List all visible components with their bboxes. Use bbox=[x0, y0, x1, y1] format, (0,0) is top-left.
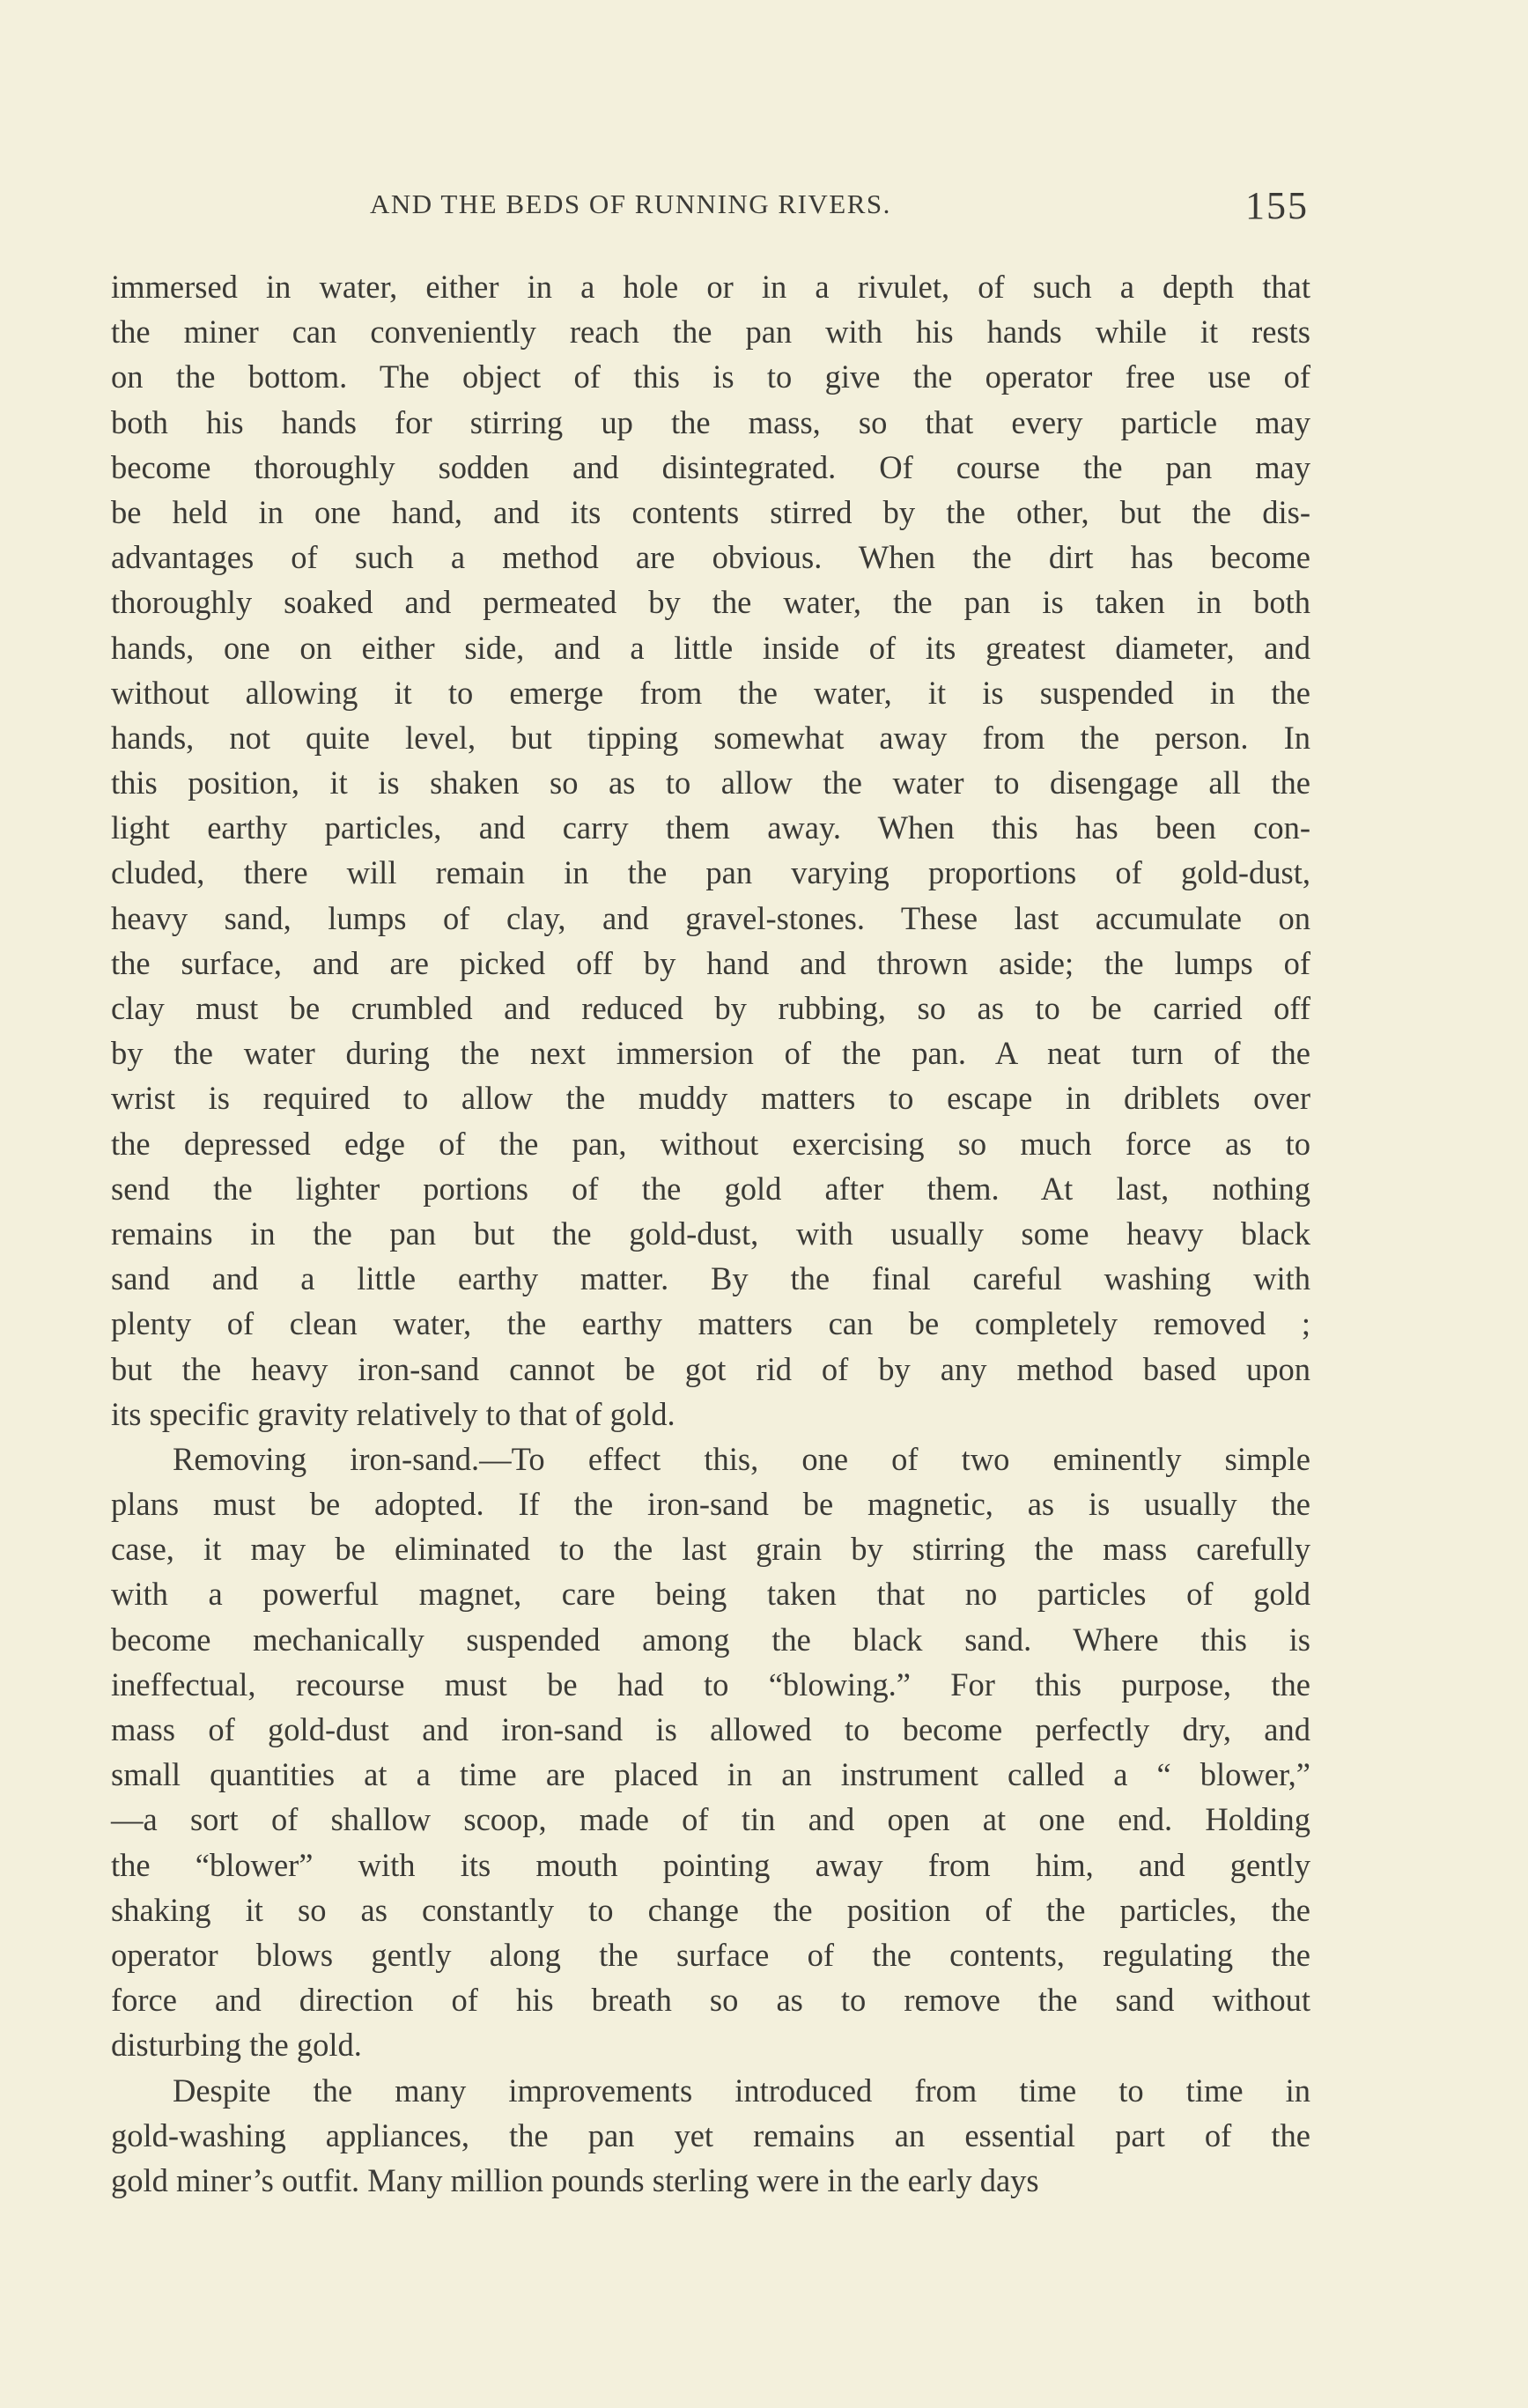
text-line: the surface, and are picked off by hand and thrown aside; the lumps of bbox=[111, 944, 1310, 981]
text-line: clay must be crumbled and reduced by rubbing, so as to be carried off bbox=[111, 990, 1310, 1026]
text-line: the depressed edge of the pan, without exercising so much force as to bbox=[111, 1125, 1310, 1162]
text-line: cluded, there will remain in the pan varying proportions of gold-dust, bbox=[111, 854, 1310, 891]
body-text bbox=[111, 264, 1310, 2203]
text-line: gold miner’s outfit. Many million pounds sterling were in the early days bbox=[111, 2161, 1039, 2198]
text-line: send the lighter portions of the gold after them. At last, nothing bbox=[111, 1170, 1310, 1207]
text-line: heavy sand, lumps of clay, and gravel-stones. These last accumulate on bbox=[111, 899, 1310, 936]
text-line: hands, one on either side, and a little inside of its greatest diameter, and bbox=[111, 629, 1310, 666]
text-line: the “blower” with its mouth pointing away from him, and gently bbox=[111, 1846, 1310, 1883]
text-line: ineffectual, recourse must be had to “blowing.” For this purpose, the bbox=[111, 1666, 1310, 1703]
text-line: on the bottom. The object of this is to give the operator free use of bbox=[111, 358, 1310, 395]
text-line: this position, it is shaken so as to allow the water to disengage all the bbox=[111, 765, 1310, 801]
text-line: plenty of clean water, the earthy matters can be completely removed ; bbox=[111, 1305, 1310, 1342]
text-line: the miner can conveniently reach the pan with his hands while it rests bbox=[111, 314, 1310, 351]
text-line: but the heavy iron-sand cannot be got rid of by any method based upon bbox=[111, 1350, 1310, 1387]
text-line: —a sort of shallow scoop, made of tin and open at one end. Holding bbox=[111, 1801, 1310, 1838]
text-line: mass of gold-dust and iron-sand is allowed to become perfectly dry, and bbox=[111, 1711, 1310, 1747]
text-line: operator blows gently along the surface of the contents, regulating the bbox=[111, 1936, 1310, 1973]
text-line: Despite the many improvements introduced from time to time in bbox=[173, 2072, 1310, 2109]
text-line: become thoroughly sodden and disintegrated. Of course the pan may bbox=[111, 448, 1310, 485]
text-line: small quantities at a time are placed in an instrument called a “ blower,” bbox=[111, 1756, 1310, 1793]
text-line: with a powerful magnet, care being taken that no particles of gold bbox=[111, 1576, 1310, 1613]
text-line: be held in one hand, and its contents stirred by the other, but the dis- bbox=[111, 493, 1310, 530]
text-line: thoroughly soaked and permeated by the water, the pan is taken in both bbox=[111, 584, 1310, 621]
text-line: case, it may be eliminated to the last grain by stirring the mass carefully bbox=[111, 1531, 1310, 1568]
text-line: without allowing it to emerge from the water, it is suspended in the bbox=[111, 674, 1310, 711]
page-header bbox=[111, 183, 1309, 227]
text-line: its specific gravity relatively to that of gold. bbox=[111, 1395, 675, 1432]
text-line: remains in the pan but the gold-dust, with usually some heavy black bbox=[111, 1215, 1310, 1252]
text-line: hands, not quite level, but tipping somewhat away from the person. In bbox=[111, 719, 1310, 756]
text-line: disturbing the gold. bbox=[111, 2027, 362, 2064]
text-line: become mechanically suspended among the black sand. Where this is bbox=[111, 1621, 1310, 1658]
text-line: gold-washing appliances, the pan yet remains an essential part of the bbox=[111, 2116, 1310, 2153]
text-line: sand and a little earthy matter. By the final careful washing with bbox=[111, 1260, 1310, 1297]
text-line: by the water during the next immersion of the pan. A neat turn of the bbox=[111, 1035, 1310, 1072]
text-line: wrist is required to allow the muddy matters to escape in driblets over bbox=[111, 1080, 1310, 1117]
text-line: force and direction of his breath so as to remove the sand without bbox=[111, 1982, 1310, 2019]
running-title: AND THE BEDS OF RUNNING RIVERS. bbox=[370, 188, 891, 219]
page-number: 155 bbox=[1245, 184, 1309, 227]
text-line: plans must be adopted. If the iron-sand be magnetic, as is usually the bbox=[111, 1486, 1310, 1523]
text-line: shaking it so as constantly to change the position of the particles, the bbox=[111, 1891, 1310, 1928]
text-line: immersed in water, either in a hole or in a rivulet, of such a depth that bbox=[111, 269, 1310, 305]
text-line: light earthy particles, and carry them away. When this has been con- bbox=[111, 809, 1310, 846]
text-line: Removing iron-sand.—To effect this, one of two eminently simple bbox=[173, 1440, 1310, 1477]
text-line: both his hands for stirring up the mass, so that every particle may bbox=[111, 403, 1310, 440]
text-line: advantages of such a method are obvious. When the dirt has become bbox=[111, 539, 1310, 576]
